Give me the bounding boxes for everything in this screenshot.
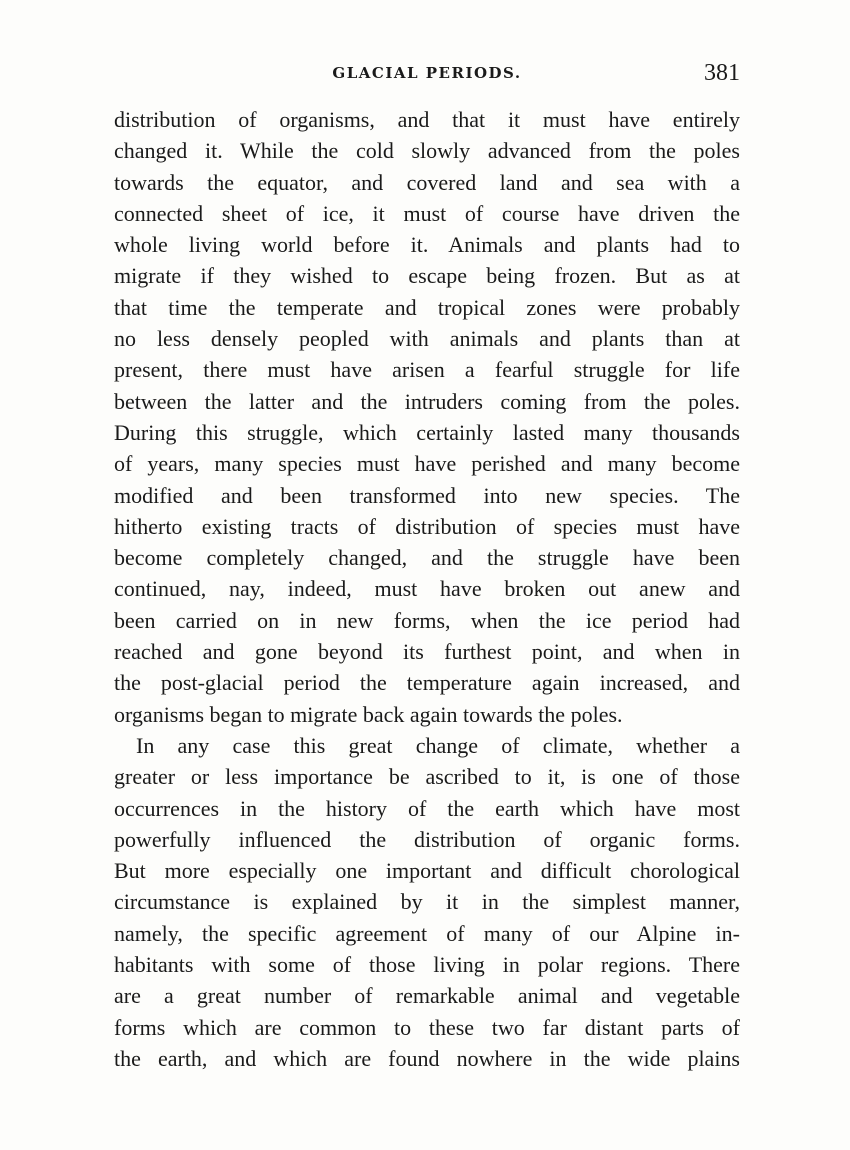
text-line: habitants with some of those living in polar regions. There	[114, 952, 740, 978]
text-line: circumstance is explained by it in the simplest manner,	[114, 889, 740, 915]
text-line: towards the equator, and covered land and sea with a	[114, 169, 740, 195]
text-line: between the latter and the intruders coming from the poles.	[114, 388, 740, 414]
text-line: the post-glacial period the temperature again increased, and	[114, 670, 740, 696]
text-line: connected sheet of ice, it must of course have driven the	[114, 200, 740, 226]
text-line: namely, the specific agreement of many of our Alpine in-	[114, 920, 740, 946]
text-line: are a great number of remarkable animal and vegetable	[114, 983, 740, 1009]
text-line: modified and been transformed into new species. The	[114, 482, 740, 508]
text-line: migrate if they wished to escape being frozen. But as at	[114, 263, 740, 289]
text-line: greater or less importance be ascribed to it, is one of those	[114, 764, 740, 790]
text-line: no less densely peopled with animals and plants than at	[114, 326, 740, 352]
paragraph-start-line: In any case this great change of climate, whether a	[136, 732, 740, 758]
text-line: occurrences in the history of the earth which have most	[114, 795, 740, 821]
text-line: that time the temperate and tropical zones were probably	[114, 294, 740, 320]
text-line: distribution of organisms, and that it must have entirely	[114, 107, 740, 132]
text-line: reached and gone beyond its furthest point, and when in	[114, 639, 740, 665]
text-line: present, there must have arisen a fearful struggle for life	[114, 357, 740, 383]
text-line: the earth, and which are found nowhere in the wide plains	[114, 1045, 740, 1071]
text-line: But more especially one important and difficult chorological	[114, 858, 740, 884]
paragraph-end-line: organisms began to migrate back again towards the poles.	[114, 701, 623, 727]
text-line: During this struggle, which certainly lasted many thousands	[114, 419, 740, 445]
running-title: GLACIAL PERIODS.	[332, 64, 522, 82]
body-text	[114, 104, 740, 1074]
page-number: 381	[704, 60, 740, 86]
text-line: hitherto existing tracts of distribution of species must have	[114, 513, 740, 539]
text-line: continued, nay, indeed, must have broken out anew and	[114, 576, 740, 602]
text-line: become completely changed, and the struggle have been	[114, 545, 740, 571]
text-line: whole living world before it. Animals and plants had to	[114, 232, 740, 258]
text-line: of years, many species must have perished and many become	[114, 451, 740, 477]
text-line: powerfully influenced the distribution of organic forms.	[114, 826, 740, 852]
text-line: changed it. While the cold slowly advanced from the poles	[114, 138, 740, 164]
text-line: forms which are common to these two far distant parts of	[114, 1014, 740, 1040]
running-head	[114, 60, 740, 90]
text-line: been carried on in new forms, when the ice period had	[114, 607, 740, 633]
